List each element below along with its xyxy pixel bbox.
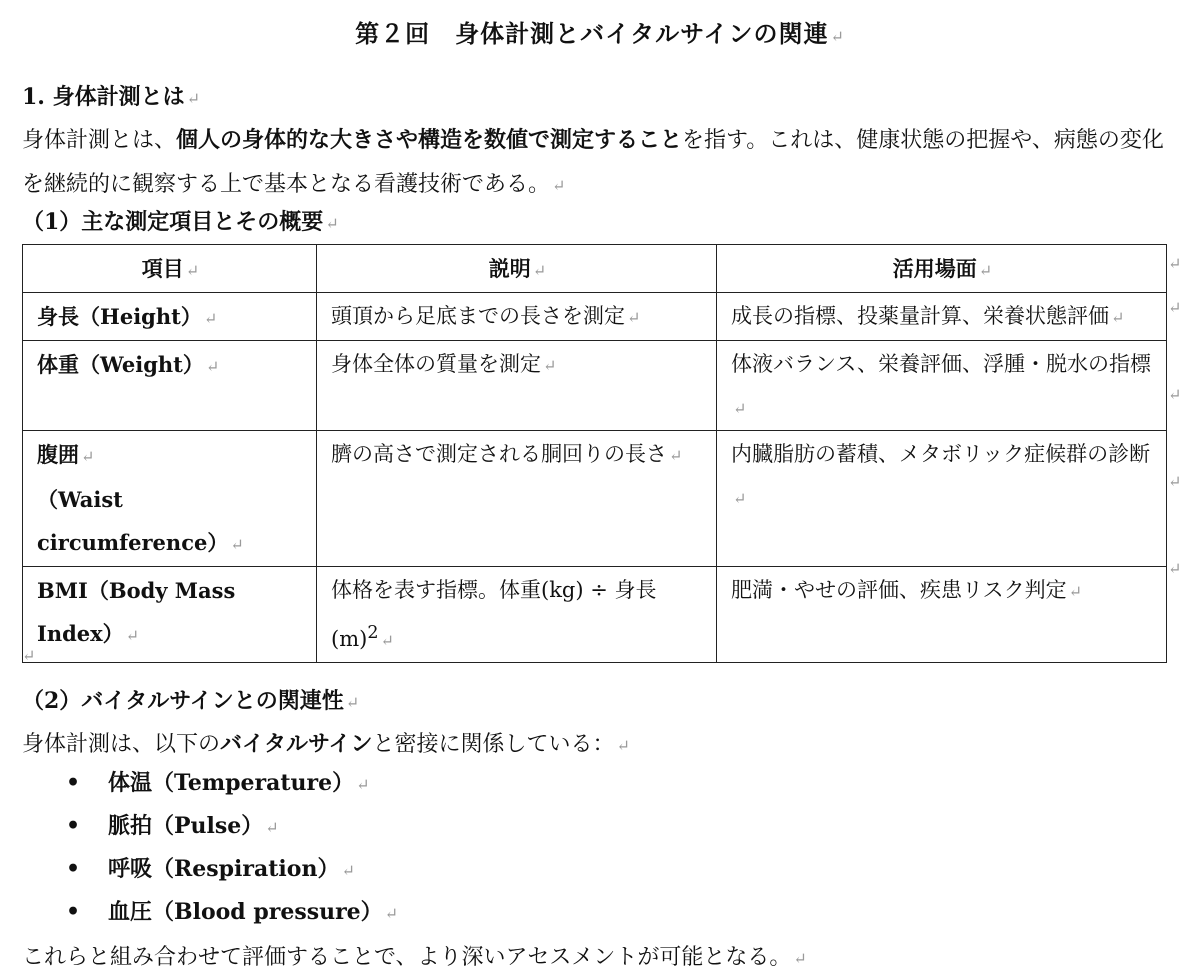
paragraph-mark-icon: ↵ <box>345 693 360 712</box>
section-heading <box>22 80 200 111</box>
closing-paragraph <box>22 940 807 971</box>
table-header-row <box>23 245 1167 293</box>
document-title <box>0 14 1200 49</box>
cell-description <box>317 293 717 341</box>
list-item-text: 体温（Temperature） <box>108 770 355 796</box>
cell-description-text: 頭頂から足底までの長さを測定 <box>331 304 625 328</box>
subsection-heading-2-text: （2）バイタルサインとの関連性 <box>22 688 344 714</box>
row-end-mark-icon: ↵ <box>1168 472 1182 491</box>
paragraph-mark-icon: ↵ <box>733 489 747 508</box>
list-item-text: 呼吸（Respiration） <box>108 856 340 882</box>
list-item <box>0 848 398 891</box>
cell-item <box>23 341 317 431</box>
table-row <box>23 567 1167 663</box>
paragraph-mark-icon: ↵ <box>627 308 641 327</box>
subsection-heading-1 <box>22 205 339 236</box>
bullet-icon: • <box>66 856 81 882</box>
list-item-text: 血圧（Blood pressure） <box>108 899 383 925</box>
cell-usage <box>717 341 1167 431</box>
cell-usage-text: 成長の指標、投薬量計算、栄養状態評価 <box>731 304 1109 328</box>
paragraph-mark-icon: ↵ <box>733 399 747 418</box>
measurement-table <box>22 244 1167 663</box>
table-row <box>23 341 1167 431</box>
cell-item <box>23 431 317 567</box>
paragraph-mark-icon: ↵ <box>543 356 557 375</box>
cell-usage <box>717 431 1167 567</box>
closing-text: これらと組み合わせて評価することで、より深いアセスメントが可能となる。 <box>22 945 792 970</box>
paragraph-mark-icon: ↵ <box>552 176 566 195</box>
cell-usage-text: 肥満・やせの評価、疾患リスク判定 <box>731 578 1067 602</box>
paragraph-mark-icon: ↵ <box>978 261 993 280</box>
vitals-list <box>0 762 398 934</box>
para-prefix: 身体計測とは、 <box>22 128 177 153</box>
paragraph-mark-icon: ↵ <box>205 357 220 376</box>
header-description <box>317 245 717 293</box>
paragraph-mark-icon: ↵ <box>380 631 394 650</box>
title-text: 第２回 身体計測とバイタルサインの関連 <box>355 19 829 48</box>
paragraph-mark-icon: ↵ <box>186 89 201 108</box>
header-item-text: 項目 <box>141 256 184 281</box>
cell-item <box>23 293 317 341</box>
empty-paragraph-mark-icon: ↵ <box>22 646 36 665</box>
list-item-text: 脈拍（Pulse） <box>108 813 264 839</box>
paragraph-mark-icon: ↵ <box>616 736 630 755</box>
list-item <box>0 891 398 934</box>
intro-bold: バイタルサイン <box>220 731 373 757</box>
paragraph-mark-icon: ↵ <box>1068 582 1082 601</box>
header-usage-text: 活用場面 <box>892 256 977 281</box>
subsection-heading-2 <box>22 684 359 715</box>
intro-suffix: と密接に関係している： <box>372 732 615 757</box>
row-end-mark-icon: ↵ <box>1168 298 1182 317</box>
intro-paragraph <box>22 118 1182 208</box>
table-row <box>23 431 1167 567</box>
header-usage <box>717 245 1167 293</box>
cell-description <box>317 431 717 567</box>
cell-usage <box>717 293 1167 341</box>
paragraph-mark-icon: ↵ <box>185 261 200 280</box>
paragraph-mark-icon: ↵ <box>384 904 399 923</box>
row-end-mark-icon: ↵ <box>1168 254 1182 273</box>
table-row <box>23 293 1167 341</box>
superscript-text: 2 <box>367 623 379 643</box>
bullet-icon: • <box>66 770 81 796</box>
header-description-text: 説明 <box>488 256 531 281</box>
intro-prefix: 身体計測は、以下の <box>22 732 221 757</box>
cell-description-text: 臍の高さで測定される胴回りの長さ <box>331 442 667 466</box>
paragraph-mark-icon: ↵ <box>265 818 279 837</box>
paragraph-mark-icon: ↵ <box>81 447 95 466</box>
section-heading-text: 1. 身体計測とは <box>22 84 185 110</box>
paragraph-mark-icon: ↵ <box>325 214 339 233</box>
list-item <box>0 805 398 848</box>
paragraph-mark-icon: ↵ <box>203 309 218 328</box>
list-item <box>0 762 398 805</box>
cell-usage-text: 内臓脂肪の蓄積、メタボリック症候群の診断 <box>731 442 1151 466</box>
paragraph-mark-icon: ↵ <box>1111 308 1125 327</box>
cell-description <box>317 341 717 431</box>
header-item <box>23 245 317 293</box>
cell-usage <box>717 567 1167 663</box>
paragraph-mark-icon: ↵ <box>341 861 355 880</box>
row-end-mark-icon: ↵ <box>1168 559 1182 578</box>
cell-item-text-line2: （Waist circumference） <box>37 487 229 555</box>
paragraph-mark-icon: ↵ <box>830 27 845 46</box>
vitals-intro <box>22 727 630 758</box>
paragraph-mark-icon: ↵ <box>532 261 547 280</box>
para-suffix: を指す。これは、健康状態の把握や、病態の変化を継続的に観察する上で基本となる看護技術である。 <box>22 128 1164 197</box>
cell-item-text: 腹囲 <box>37 442 79 467</box>
subsection-heading-1-text: （1）主な測定項目とその概要 <box>22 209 324 235</box>
cell-description-text: 身体全体の質量を測定 <box>331 352 541 376</box>
cell-item-text: BMI（Body Mass Index） <box>37 578 236 646</box>
cell-description-text: 体格を表す指標。体重(kg) ÷ 身長(m) <box>331 578 657 651</box>
cell-item-text: 体重（Weight） <box>37 352 204 377</box>
paragraph-mark-icon: ↵ <box>125 626 140 645</box>
cell-item <box>23 567 317 663</box>
cell-item-text: 身長（Height） <box>37 304 202 329</box>
cell-description <box>317 567 717 663</box>
paragraph-mark-icon: ↵ <box>356 775 370 794</box>
paragraph-mark-icon: ↵ <box>230 535 244 554</box>
cell-usage-text: 体液バランス、栄養評価、浮腫・脱水の指標 <box>731 352 1151 376</box>
bullet-icon: • <box>66 899 81 925</box>
para-bold: 個人の身体的な大きさや構造を数値で測定すること <box>176 127 683 153</box>
paragraph-mark-icon: ↵ <box>669 446 683 465</box>
bullet-icon: • <box>66 813 81 839</box>
row-end-mark-icon: ↵ <box>1168 385 1182 404</box>
paragraph-mark-icon: ↵ <box>793 949 807 968</box>
